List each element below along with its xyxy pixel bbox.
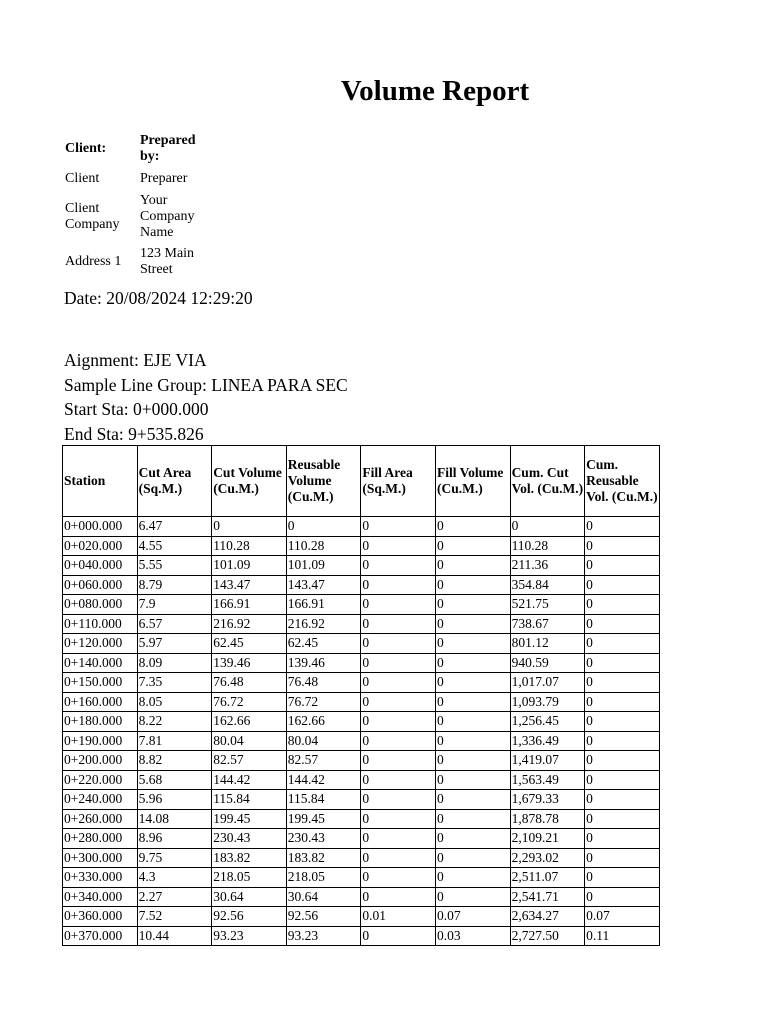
cum-cut-vol-cell: 0 — [510, 517, 585, 537]
info-row-names — [62, 166, 205, 191]
reusable-volume-cell: 216.92 — [286, 614, 361, 634]
fill-area-cell: 0 — [361, 517, 436, 537]
table-row — [63, 790, 660, 810]
client-name: Client — [65, 170, 100, 186]
station-cell: 0+080.000 — [63, 595, 138, 615]
cum-cut-vol-cell: 211.36 — [510, 556, 585, 576]
fill-volume-cell: 0 — [435, 751, 510, 771]
cum-cut-vol-cell: 1,679.33 — [510, 790, 585, 810]
fill-area-header: Fill Area (Sq.M.) — [361, 446, 436, 517]
fill-volume-cell: 0 — [435, 692, 510, 712]
cum-cut-vol-cell: 110.28 — [510, 536, 585, 556]
cut-area-cell: 8.79 — [137, 575, 212, 595]
cut-volume-cell: 216.92 — [212, 614, 287, 634]
fill-area-cell: 0 — [361, 575, 436, 595]
cum-reusable-vol-cell: 0 — [585, 536, 660, 556]
station-cell: 0+200.000 — [63, 751, 138, 771]
cum-reusable-vol-cell: 0.07 — [585, 907, 660, 927]
client-company: Client Company — [65, 201, 120, 232]
cut-area-cell: 9.75 — [137, 848, 212, 868]
cum-reusable-vol-cell: 0 — [585, 653, 660, 673]
station-cell: 0+280.000 — [63, 829, 138, 849]
station-cell: 0+000.000 — [63, 517, 138, 537]
reusable-volume-cell: 30.64 — [286, 887, 361, 907]
cut-volume-cell: 62.45 — [212, 634, 287, 654]
cum-reusable-vol-header: Cum. Reusable Vol. (Cu.M.) — [585, 446, 660, 517]
station-cell: 0+180.000 — [63, 712, 138, 732]
fill-volume-cell: 0 — [435, 731, 510, 751]
station-cell: 0+120.000 — [63, 634, 138, 654]
reusable-volume-cell: 139.46 — [286, 653, 361, 673]
fill-area-cell: 0 — [361, 595, 436, 615]
fill-volume-cell: 0 — [435, 575, 510, 595]
table-row — [63, 673, 660, 693]
table-row — [63, 536, 660, 556]
station-cell: 0+140.000 — [63, 653, 138, 673]
prepared-by-label: Prepared by: — [140, 133, 196, 164]
fill-area-cell: 0 — [361, 926, 436, 946]
cum-reusable-vol-cell: 0 — [585, 848, 660, 868]
cum-cut-vol-header: Cum. Cut Vol. (Cu.M.) — [510, 446, 585, 517]
station-cell: 0+300.000 — [63, 848, 138, 868]
cum-reusable-vol-cell: 0 — [585, 751, 660, 771]
cum-cut-vol-cell: 1,563.49 — [510, 770, 585, 790]
reusable-volume-cell: 101.09 — [286, 556, 361, 576]
cut-area-cell: 4.3 — [137, 868, 212, 888]
fill-volume-cell: 0.03 — [435, 926, 510, 946]
table-row — [63, 751, 660, 771]
fill-area-cell: 0 — [361, 887, 436, 907]
cut-area-header: Cut Area (Sq.M.) — [137, 446, 212, 517]
table-row — [63, 712, 660, 732]
reusable-volume-cell: 110.28 — [286, 536, 361, 556]
cut-area-cell: 10.44 — [137, 926, 212, 946]
cut-volume-cell: 143.47 — [212, 575, 287, 595]
station-cell: 0+190.000 — [63, 731, 138, 751]
reusable-volume-cell: 230.43 — [286, 829, 361, 849]
station-cell: 0+040.000 — [63, 556, 138, 576]
cum-reusable-vol-cell: 0 — [585, 868, 660, 888]
address-label: Address 1 — [65, 254, 122, 269]
cut-volume-cell: 93.23 — [212, 926, 287, 946]
end-station: End Sta: 9+535.826 — [64, 424, 204, 444]
cum-reusable-vol-cell: 0 — [585, 692, 660, 712]
cum-cut-vol-cell: 801.12 — [510, 634, 585, 654]
station-cell: 0+260.000 — [63, 809, 138, 829]
reusable-volume-cell: 143.47 — [286, 575, 361, 595]
fill-area-cell: 0 — [361, 653, 436, 673]
fill-volume-cell: 0 — [435, 887, 510, 907]
fill-area-cell: 0 — [361, 536, 436, 556]
fill-volume-cell: 0 — [435, 556, 510, 576]
fill-volume-cell: 0 — [435, 536, 510, 556]
cum-reusable-vol-cell: 0 — [585, 556, 660, 576]
cum-reusable-vol-cell: 0 — [585, 517, 660, 537]
fill-volume-cell: 0 — [435, 595, 510, 615]
fill-area-cell: 0 — [361, 712, 436, 732]
cut-area-cell: 5.96 — [137, 790, 212, 810]
info-row-labels — [62, 132, 205, 166]
fill-volume-header: Fill Volume (Cu.M.) — [435, 446, 510, 517]
station-cell: 0+160.000 — [63, 692, 138, 712]
cut-area-cell: 7.9 — [137, 595, 212, 615]
reusable-volume-cell: 218.05 — [286, 868, 361, 888]
cum-reusable-vol-cell: 0 — [585, 887, 660, 907]
cut-area-cell: 5.68 — [137, 770, 212, 790]
cut-area-cell: 2.27 — [137, 887, 212, 907]
table-row — [63, 770, 660, 790]
cut-volume-cell: 110.28 — [212, 536, 287, 556]
reusable-volume-cell: 76.72 — [286, 692, 361, 712]
fill-volume-cell: 0 — [435, 653, 510, 673]
cum-cut-vol-cell: 738.67 — [510, 614, 585, 634]
station-cell: 0+340.000 — [63, 887, 138, 907]
volume-table-header-row — [63, 446, 660, 517]
cut-area-cell: 5.55 — [137, 556, 212, 576]
fill-volume-cell: 0 — [435, 809, 510, 829]
fill-volume-cell: 0 — [435, 829, 510, 849]
fill-area-cell: 0 — [361, 751, 436, 771]
cum-cut-vol-cell: 1,256.45 — [510, 712, 585, 732]
fill-area-cell: 0 — [361, 634, 436, 654]
cut-volume-cell: 230.43 — [212, 829, 287, 849]
cum-cut-vol-cell: 2,541.71 — [510, 887, 585, 907]
info-row-address — [62, 243, 205, 281]
station-cell: 0+110.000 — [63, 614, 138, 634]
table-row — [63, 829, 660, 849]
cum-cut-vol-cell: 1,093.79 — [510, 692, 585, 712]
cum-cut-vol-cell: 2,511.07 — [510, 868, 585, 888]
cut-area-cell: 8.09 — [137, 653, 212, 673]
fill-volume-cell: 0 — [435, 634, 510, 654]
station-header: Station — [63, 446, 138, 517]
cum-cut-vol-cell: 2,727.50 — [510, 926, 585, 946]
cut-area-cell: 5.97 — [137, 634, 212, 654]
fill-volume-cell: 0 — [435, 848, 510, 868]
fill-area-cell: 0 — [361, 556, 436, 576]
fill-area-cell: 0 — [361, 673, 436, 693]
reusable-volume-cell: 162.66 — [286, 712, 361, 732]
cut-area-cell: 4.55 — [137, 536, 212, 556]
cut-volume-cell: 183.82 — [212, 848, 287, 868]
table-row — [63, 556, 660, 576]
cut-area-cell: 8.05 — [137, 692, 212, 712]
cut-volume-cell: 92.56 — [212, 907, 287, 927]
cut-area-cell: 7.81 — [137, 731, 212, 751]
preparer-company: Your Company Name — [140, 193, 195, 240]
cut-area-cell: 8.96 — [137, 829, 212, 849]
info-table — [62, 132, 205, 281]
cum-cut-vol-cell: 354.84 — [510, 575, 585, 595]
cut-volume-cell: 101.09 — [212, 556, 287, 576]
cum-reusable-vol-cell: 0 — [585, 595, 660, 615]
cum-reusable-vol-cell: 0 — [585, 770, 660, 790]
cum-cut-vol-cell: 940.59 — [510, 653, 585, 673]
fill-area-cell: 0 — [361, 614, 436, 634]
fill-area-cell: 0.01 — [361, 907, 436, 927]
cum-reusable-vol-cell: 0 — [585, 790, 660, 810]
cut-volume-header: Cut Volume (Cu.M.) — [212, 446, 287, 517]
cut-area-cell: 8.22 — [137, 712, 212, 732]
fill-area-cell: 0 — [361, 770, 436, 790]
reusable-volume-cell: 82.57 — [286, 751, 361, 771]
table-row — [63, 692, 660, 712]
fill-volume-cell: 0 — [435, 770, 510, 790]
table-row — [63, 731, 660, 751]
fill-area-cell: 0 — [361, 731, 436, 751]
cut-area-cell: 6.47 — [137, 517, 212, 537]
cut-volume-cell: 80.04 — [212, 731, 287, 751]
station-cell: 0+220.000 — [63, 770, 138, 790]
cut-volume-cell: 82.57 — [212, 751, 287, 771]
client-label: Client: — [65, 141, 107, 156]
table-row — [63, 634, 660, 654]
reusable-volume-cell: 115.84 — [286, 790, 361, 810]
cum-reusable-vol-cell: 0 — [585, 829, 660, 849]
fill-volume-cell: 0 — [435, 790, 510, 810]
station-cell: 0+150.000 — [63, 673, 138, 693]
cum-cut-vol-cell: 1,017.07 — [510, 673, 585, 693]
cut-area-cell: 14.08 — [137, 809, 212, 829]
cum-reusable-vol-cell: 0 — [585, 634, 660, 654]
cum-reusable-vol-cell: 0.11 — [585, 926, 660, 946]
cum-cut-vol-cell: 2,293.02 — [510, 848, 585, 868]
fill-area-cell: 0 — [361, 868, 436, 888]
fill-volume-cell: 0.07 — [435, 907, 510, 927]
fill-volume-cell: 0 — [435, 868, 510, 888]
table-row — [63, 614, 660, 634]
report-date: Date: 20/08/2024 12:29:20 — [64, 288, 253, 308]
reusable-volume-cell: 144.42 — [286, 770, 361, 790]
station-cell: 0+360.000 — [63, 907, 138, 927]
cut-volume-cell: 0 — [212, 517, 287, 537]
cum-reusable-vol-cell: 0 — [585, 575, 660, 595]
station-cell: 0+370.000 — [63, 926, 138, 946]
cum-reusable-vol-cell: 0 — [585, 673, 660, 693]
cum-cut-vol-cell: 521.75 — [510, 595, 585, 615]
cum-reusable-vol-cell: 0 — [585, 712, 660, 732]
station-cell: 0+240.000 — [63, 790, 138, 810]
cut-area-cell: 8.82 — [137, 751, 212, 771]
cut-volume-cell: 166.91 — [212, 595, 287, 615]
table-row — [63, 926, 660, 946]
station-cell: 0+020.000 — [63, 536, 138, 556]
fill-area-cell: 0 — [361, 692, 436, 712]
table-row — [63, 809, 660, 829]
cut-volume-cell: 30.64 — [212, 887, 287, 907]
cut-area-cell: 6.57 — [137, 614, 212, 634]
station-cell: 0+060.000 — [63, 575, 138, 595]
fill-area-cell: 0 — [361, 829, 436, 849]
cut-volume-cell: 76.48 — [212, 673, 287, 693]
table-row — [63, 887, 660, 907]
volume-table-body — [63, 517, 660, 946]
fill-volume-cell: 0 — [435, 517, 510, 537]
cut-volume-cell: 199.45 — [212, 809, 287, 829]
reusable-volume-cell: 183.82 — [286, 848, 361, 868]
table-row — [63, 653, 660, 673]
reusable-volume-cell: 166.91 — [286, 595, 361, 615]
cut-volume-cell: 76.72 — [212, 692, 287, 712]
table-row — [63, 575, 660, 595]
volume-table — [62, 445, 660, 946]
cum-reusable-vol-cell: 0 — [585, 731, 660, 751]
preparer-name: Preparer — [140, 170, 188, 186]
alignment-line: Aignment: EJE VIA — [64, 350, 207, 370]
reusable-volume-cell: 93.23 — [286, 926, 361, 946]
reusable-volume-cell: 199.45 — [286, 809, 361, 829]
cum-cut-vol-cell: 1,878.78 — [510, 809, 585, 829]
reusable-volume-cell: 92.56 — [286, 907, 361, 927]
cum-cut-vol-cell: 1,336.49 — [510, 731, 585, 751]
cum-cut-vol-cell: 2,634.27 — [510, 907, 585, 927]
table-row — [63, 595, 660, 615]
start-station: Start Sta: 0+000.000 — [64, 399, 209, 419]
cut-area-cell: 7.35 — [137, 673, 212, 693]
address-value: 123 Main Street — [140, 246, 195, 277]
cut-volume-cell: 218.05 — [212, 868, 287, 888]
report-title: Volume Report — [340, 75, 530, 107]
station-cell: 0+330.000 — [63, 868, 138, 888]
fill-area-cell: 0 — [361, 790, 436, 810]
cut-volume-cell: 139.46 — [212, 653, 287, 673]
sample-line-group: Sample Line Group: LINEA PARA SEC — [64, 375, 348, 395]
reusable-volume-header: Reusable Volume (Cu.M.) — [286, 446, 361, 517]
table-row — [63, 868, 660, 888]
cum-cut-vol-cell: 2,109.21 — [510, 829, 585, 849]
fill-volume-cell: 0 — [435, 673, 510, 693]
cut-volume-cell: 162.66 — [212, 712, 287, 732]
reusable-volume-cell: 80.04 — [286, 731, 361, 751]
table-row — [63, 848, 660, 868]
fill-volume-cell: 0 — [435, 712, 510, 732]
fill-volume-cell: 0 — [435, 614, 510, 634]
fill-area-cell: 0 — [361, 809, 436, 829]
table-row — [63, 517, 660, 537]
reusable-volume-cell: 0 — [286, 517, 361, 537]
cut-volume-cell: 144.42 — [212, 770, 287, 790]
reusable-volume-cell: 76.48 — [286, 673, 361, 693]
cum-reusable-vol-cell: 0 — [585, 809, 660, 829]
cut-area-cell: 7.52 — [137, 907, 212, 927]
table-row — [63, 907, 660, 927]
info-row-companies — [62, 191, 205, 243]
cut-volume-cell: 115.84 — [212, 790, 287, 810]
cum-reusable-vol-cell: 0 — [585, 614, 660, 634]
reusable-volume-cell: 62.45 — [286, 634, 361, 654]
cum-cut-vol-cell: 1,419.07 — [510, 751, 585, 771]
fill-area-cell: 0 — [361, 848, 436, 868]
